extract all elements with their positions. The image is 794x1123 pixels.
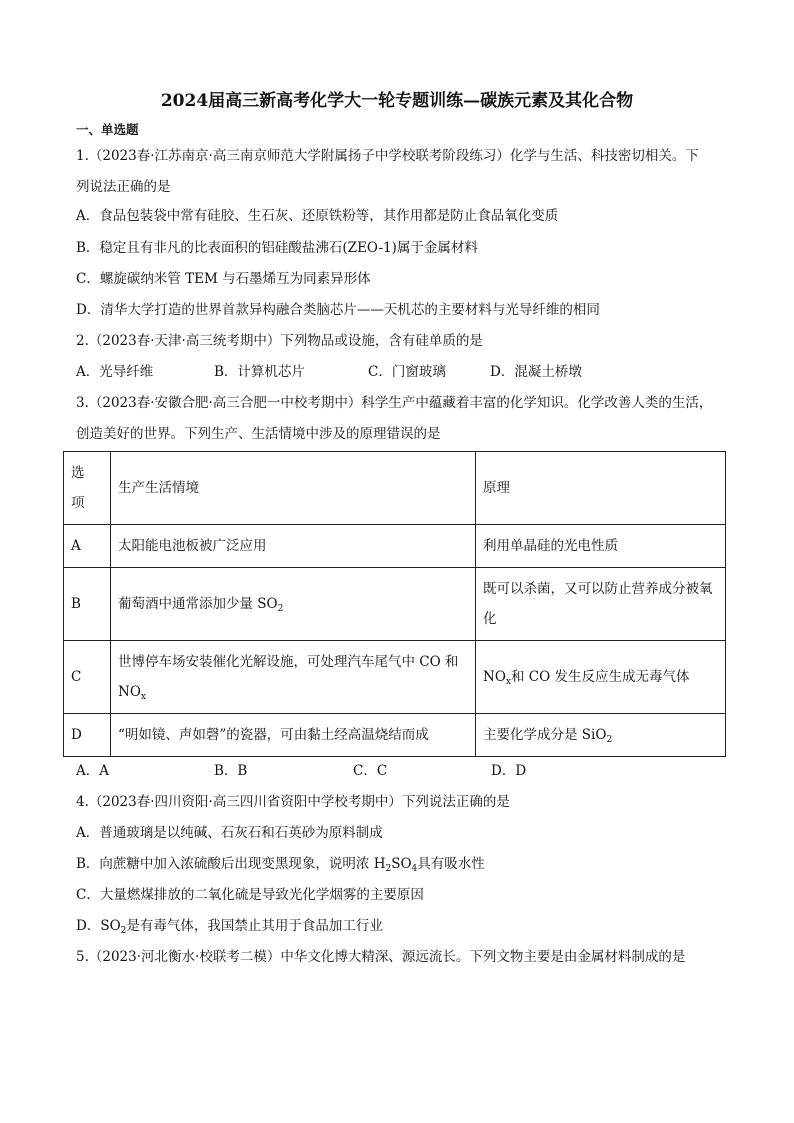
row-b-principle bbox=[476, 568, 726, 641]
q4-option-d bbox=[76, 916, 726, 936]
q2-option-d: D．混凝土桥墩 bbox=[490, 364, 582, 380]
q4-option-a: A．普通玻璃是以纯碱、石灰石和石英砂为原料制成 bbox=[76, 825, 383, 841]
q4-option-c: C．大量燃煤排放的二氧化硫是导致光化学烟雾的主要原因 bbox=[76, 887, 424, 903]
row-c-scene bbox=[111, 641, 476, 714]
q2-option-c: C．门窗玻璃 bbox=[368, 364, 446, 380]
q3-option-d: D．D bbox=[491, 763, 527, 779]
q1-option-c: C．螺旋碳纳米管 TEM 与石墨烯互为同素异形体 bbox=[76, 271, 371, 287]
header-option-cell bbox=[64, 452, 111, 525]
q4-option-b-sub1: 2 bbox=[385, 864, 392, 874]
row-c-principle-subscript: x bbox=[505, 677, 511, 687]
table-row bbox=[64, 641, 726, 714]
table-row bbox=[64, 525, 726, 568]
row-b-scene-text: 葡萄酒中通常添加少量 SO bbox=[118, 596, 278, 612]
q1-option-d: D．清华大学打造的世界首款异构融合类脑芯片——天机芯的主要材料与光导纤维的相同 bbox=[76, 302, 600, 318]
q4-option-b-post: 具有吸水性 bbox=[417, 856, 485, 872]
header-scene-cell: 生产生活情境 bbox=[111, 452, 476, 525]
section-heading: 一、单选题 bbox=[76, 122, 139, 137]
row-b-scene bbox=[111, 568, 476, 641]
q4-option-b-pre: B．向蔗糖中加入浓硫酸后出现变黑现象，说明浓 H bbox=[76, 856, 386, 872]
q2-option-a: A．光导纤维 bbox=[76, 364, 154, 380]
q1-stem-line2: 列说法正确的是 bbox=[76, 179, 171, 195]
row-d-principle-text: 主要化学成分是 SiO bbox=[483, 727, 607, 743]
q4-option-d-post: 是有毒气体，我国禁止其用于食品加工行业 bbox=[126, 918, 383, 934]
table-row bbox=[64, 568, 726, 641]
q3-options bbox=[76, 761, 526, 781]
row-a-scene: 太阳能电池板被广泛应用 bbox=[111, 525, 476, 568]
q3-option-a: A．A bbox=[76, 763, 109, 779]
q4-option-d-pre: D．SO bbox=[76, 918, 121, 934]
q1-stem-line1: 1.（2023春·江苏南京·高三南京师范大学附属扬子中学校联考阶段练习）化学与生活、科技密切相关。下 bbox=[76, 148, 699, 164]
header-principle-cell: 原理 bbox=[476, 452, 726, 525]
row-c-scene-line2-text: NO bbox=[118, 684, 141, 700]
row-a-principle: 利用单晶硅的光电性质 bbox=[476, 525, 726, 568]
row-d-option: D bbox=[64, 714, 111, 757]
row-c-principle bbox=[476, 641, 726, 714]
row-a-option: A bbox=[64, 525, 111, 568]
q2-option-b: B．计算机芯片 bbox=[214, 364, 305, 380]
row-c-principle-post: 和 CO 发生反应生成无毒气体 bbox=[510, 669, 690, 685]
q3-option-b: B．B bbox=[214, 763, 248, 779]
q1-option-b: B．稳定且有非凡的比表面积的铝硅酸盐沸石(ZEO-1)属于金属材料 bbox=[76, 240, 478, 256]
q4-option-b bbox=[76, 854, 726, 874]
header-option-line2: 项 bbox=[71, 495, 85, 511]
row-d-principle-subscript: 2 bbox=[606, 735, 613, 745]
row-b-principle-line1: 既可以杀菌，又可以防止营养成分被氧 bbox=[483, 581, 713, 597]
row-c-option: C bbox=[64, 641, 111, 714]
table-row bbox=[64, 714, 726, 757]
row-b-principle-line2: 化 bbox=[483, 611, 497, 627]
row-c-scene-line2-subscript: x bbox=[140, 692, 146, 702]
q4-option-d-sub: 2 bbox=[120, 926, 127, 936]
row-c-scene-line2 bbox=[118, 677, 468, 707]
q2-stem: 2.（2023春·天津·高三统考期中）下列物品或设施，含有硅单质的是 bbox=[76, 333, 483, 349]
document-title: 2024届高三新高考化学大一轮专题训练—碳族元素及其化合物 bbox=[160, 91, 634, 111]
q3-stem-line2: 创造美好的世界。下列生产、生活情境中涉及的原理错误的是 bbox=[76, 426, 441, 442]
q3-table bbox=[63, 451, 726, 757]
q3-option-c: C．C bbox=[353, 763, 388, 779]
q3-stem-line1: 3.（2023春·安徽合肥·高三合肥一中校考期中）科学生产中蕴藏着丰富的化学知识。化学改善人类的生活， bbox=[76, 395, 713, 411]
row-b-scene-subscript: 2 bbox=[277, 604, 284, 614]
table-header-row bbox=[64, 452, 726, 525]
row-d-scene: “明如镜、声如磬”的瓷器，可由黏土经高温烧结而成 bbox=[111, 714, 476, 757]
q2-options bbox=[76, 362, 582, 382]
header-option-line1: 选 bbox=[71, 465, 85, 481]
q4-option-b-mid: SO bbox=[391, 856, 412, 872]
row-c-scene-line1: 世博停车场安装催化光解设施，可处理汽车尾气中 CO 和 bbox=[118, 654, 459, 670]
q4-stem: 4.（2023春·四川资阳·高三四川省资阳中学校考期中）下列说法正确的是 bbox=[76, 794, 510, 810]
q4-option-b-sub2: 4 bbox=[411, 864, 418, 874]
q5-stem: 5.（2023·河北衡水·校联考二模）中华文化博大精深、源远流长。下列文物主要是由金属材料制成的是 bbox=[76, 949, 686, 965]
row-b-option: B bbox=[64, 568, 111, 641]
row-d-principle bbox=[476, 714, 726, 757]
q1-option-a: A．食品包装袋中常有硅胶、生石灰、还原铁粉等，其作用都是防止食品氧化变质 bbox=[76, 208, 559, 224]
row-c-principle-pre: NO bbox=[483, 669, 506, 685]
